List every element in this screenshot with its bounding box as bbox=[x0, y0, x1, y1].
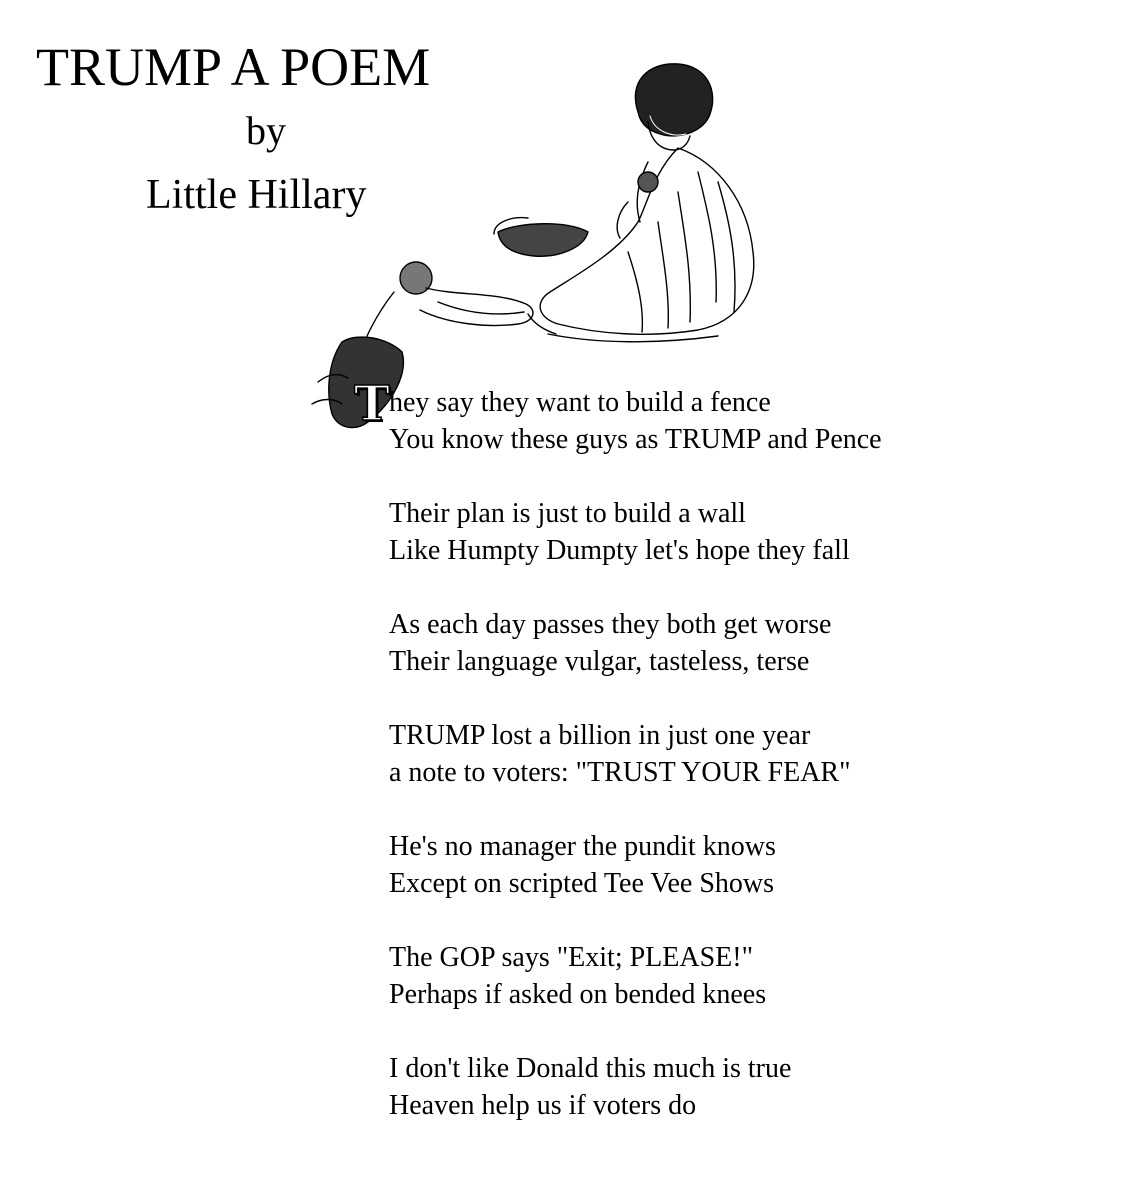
poem-line-first: hey say they want to build a fence bbox=[389, 387, 771, 418]
byline-by: by bbox=[246, 108, 286, 153]
poem-line: Like Humpty Dumpty let's hope they fall bbox=[389, 535, 850, 566]
poem-line: As each day passes they both get worse bbox=[389, 609, 832, 640]
poem-line: Their language vulgar, tasteless, terse bbox=[389, 646, 810, 677]
drop-cap: T bbox=[354, 376, 390, 432]
stanza bbox=[389, 717, 882, 791]
poem-line: He's no manager the pundit knows bbox=[389, 831, 776, 862]
stanza bbox=[389, 1050, 882, 1124]
stanza bbox=[389, 828, 882, 902]
poem-line: TRUMP lost a billion in just one year bbox=[389, 720, 811, 751]
poem-line: Heaven help us if voters do bbox=[389, 1090, 697, 1121]
poem-line: The GOP says "Exit; PLEASE!" bbox=[389, 942, 754, 973]
poem-line: a note to voters: "TRUST YOUR FEAR" bbox=[389, 757, 851, 788]
stanza bbox=[389, 606, 882, 680]
stanza bbox=[389, 495, 882, 569]
poem-line: You know these guys as TRUMP and Pence bbox=[389, 424, 882, 455]
poem-line: Perhaps if asked on bended knees bbox=[389, 979, 767, 1010]
poem-body bbox=[389, 384, 882, 1161]
poem-line: I don't like Donald this much is true bbox=[389, 1053, 792, 1084]
stanza bbox=[389, 939, 882, 1013]
stanza bbox=[389, 384, 882, 458]
page-title: TRUMP A POEM bbox=[36, 37, 431, 97]
poem-line: Except on scripted Tee Vee Shows bbox=[389, 868, 775, 899]
poem-line: Their plan is just to build a wall bbox=[389, 498, 746, 529]
author-name: Little Hillary bbox=[146, 172, 367, 218]
